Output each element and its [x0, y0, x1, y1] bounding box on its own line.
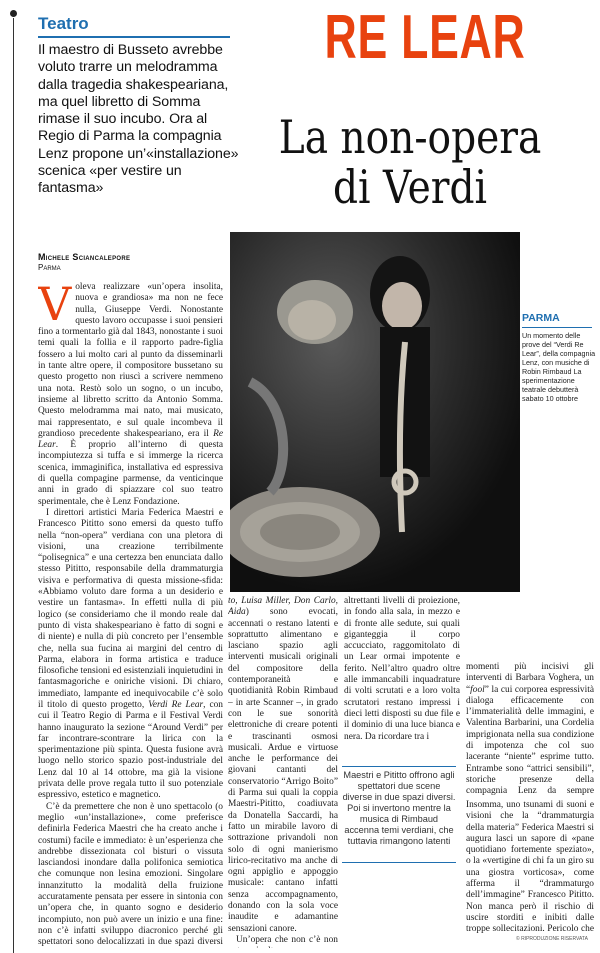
margin-dot — [10, 10, 17, 17]
paragraph-5: ) sono evocati, accennati o restano latenti e soprattutto alimentano e lasciano spazio agli interventi musicali originali del compositore della contemporaneità e quotidianità Robin Rimbaud – in arte Scanner –, in grado con le sue sonorità elettroniche di creare potenti e trascinanti osmosi musicali. Ardue e virtuose anche le performance dei giovani cantanti del conservatorio “Arrigo Boito” di Parma sui quali la coppia Maestri-Pititto, coadiuvata da Donatella Saccardi, ha fatto un mirabile lavoro di sottrazione privandoli non solo di ogni manierismo lirico-recitativo ma anche di ogni appiglio e appoggio musicale: cantano infatti senza accompagnamento, donando con la sola voce inaudite e adamantine sensazioni canore. — [228, 607, 338, 934]
paragraph-1: oleva realizzare «un’opera insolita, nuova e grandiosa» ma non ne fece nulla, Giuseppe Verdi. Nonostante questo lavoro occupasse i suoi pensieri fino a tormentarlo già dal 1843, nonostante i suoi temi quali la follia e il rapporto padre-figlia fossero a lui molto cari al punto da disseminarli in tante altre opere, il compositore bussetano su questo progetto non riuscì a scrivere nemmeno una nota. Restò solo un sogno, o un incubo, insieme al libretto scritto da Antonio Somma. Questo melodramma mai nato, mai musicato, mai rappresentato, e sul quale incombeva il grandioso precedente shakespeariano, era il — [38, 282, 223, 439]
section-label: Teatro — [38, 14, 89, 33]
paragraph-2-italic: Verdi Re Lear — [148, 699, 204, 710]
pullquote-rule-top — [342, 766, 456, 767]
caption-heading: PARMA — [522, 312, 560, 324]
article-column-5 — [466, 800, 594, 934]
red-headline: RE LEAR — [324, 3, 526, 72]
pull-quote: Maestri e Pititto offrono agli spettatori due scene diverse in due spazi diversi. Poi si invertono mentre la musica di Rimbaud accenna temi verdiani, che tuttavia rimangono latenti — [342, 770, 456, 846]
paragraph-6: Un’opera che non c’è non — [236, 934, 338, 945]
article-column-3 — [344, 596, 460, 764]
paragraph-8-italic: fool — [470, 684, 485, 695]
section-divider — [38, 36, 230, 38]
paragraph-8-tail: ” la cui corporea espressività dialoga efficacemente con l’immaterialità delle immagini, e Valentina Barbarini, una Cordelia imprigionata nella sua condizione di impotenza che col suo lacerante “niente” esprime tutto. Entrambe sono “attrici sensibili”, storiche presenze della compagnia Lenz da sempre — [466, 684, 594, 797]
byline-city: Parma — [38, 263, 61, 272]
paragraph-2-tail: , con cui il Teatro Regio di Parma e il Festival Verdi hanno inaugurato la sezione “Around Verdi” per far incontrare-scontrare la lirica con la sperimentazione più spinta. Questa fusione avrà luogo nello storico spazio post-industriale del Lenz dal 10 al 14 ottobre, ma già la visione privata delle prove regala tutto il suo potenziale espressivo, estetico e magnetico. — [38, 699, 223, 801]
paragraph-7: altrettanti livelli di proiezione, in fondo alla sala, in mezzo e di fronte alle sedute, sui quali giganteggia il corpo accucciato, raggomitolato di un Lear ormai impotente e ferito. Nell’altro quadro oltre alle immancabili inquadrature di volti scrutati e a loro volta scrutatori restano impressi i dieci letti disposti su due file e il dominio di una luce bianca e nera. Da ricordare tra i — [344, 596, 460, 742]
pullquote-rule-bottom — [342, 862, 456, 863]
drop-cap: V — [38, 282, 72, 331]
paragraph-1-italic: Re Lear — [38, 428, 223, 451]
paragraph-8: momenti più incisivi gli interventi di Barbara Voghera, un “ — [466, 662, 594, 695]
main-headline: La non-opera di Verdi — [278, 110, 542, 214]
article-column-1 — [38, 282, 223, 947]
paragraph-3: C’è da premettere che non è uno spettacolo (o meglio «un’installazione», come preferisce definirla Federica Maestri che ha creato anche i costumi) facile e immediato: è un’esperienza che andrebbe dissezionata col bisturi o vissuta lasciandosi inondare dalla polifonica semiotica che comunque non lesina emozioni. Singolare innanzitutto la modalità della fruizione accuratamente pensata per essere in sintonia con un’opera che, in quanto sogno e desiderio incompiuto, non può avere un inizio e una fine: non c’è infatti sviluppo diacronico perché gli spettatori sono delocalizzati in due spazi diversi — [38, 801, 223, 947]
caption-divider — [522, 327, 592, 328]
paragraph-1-tail: . È proprio all’interno di questa incompiutezza si tuffa e si immerge la ricerca scenica, immaginifica, installativa ed espressiva di quella compagine parmense, da venticinque anni in grado di spiazzare col suo teatro sperimentale, che è Lenz Fondazione. — [38, 440, 223, 507]
article-column-2 — [228, 596, 338, 948]
margin-rule — [13, 18, 14, 953]
paragraph-2: I direttori artistici Maria Federica Maestri e Francesco Pititto sono emersi da questo tuffo nella “non-opera” verdiana con una pletora di visioni, una creazione terribilmente “polisegnica” e una certezza ben enunciata dallo stesso Pititto, responsabile della drammaturgia visiva e performativa di questa missione-sfida: «Abbiamo voluto dare forma a un desiderio e vestire un fantasma». In effetti nulla di più logico (se consideriamo che il mondo reale dal punto di vista shakespeariano è fatto di sogni e di niente) e nulla di più concreto per l’ensemble che, nella sua fucina ai margini del centro di Parma, elabora in forma artistica e traduce filosofiche tensioni ed esistenziali inquietudini in fantasmagoriche e oniriche visioni. Di chiaro, immediato, lampante ed inequivocabile c’è solo il titolo di questo progetto, — [38, 507, 223, 710]
byline-author: Michele Sciancalepore — [38, 252, 131, 262]
copyright-notice: © RIPRODUZIONE RISERVATA — [516, 936, 588, 942]
photo-caption: Un momento delle prove del “Verdi Re Lear”, della compagnia Lenz, con musiche di Robin Rimbaud La sperimentazione teatrale debutterà sabato 10 ottobre — [522, 331, 596, 403]
article-photo — [230, 232, 520, 592]
paragraph-5-italic: to, Luisa Miller, Don Carlo, Aida — [228, 596, 338, 618]
article-kicker: Il maestro di Busseto avrebbe voluto trarre un melodramma dalla tragedia shakespeariana, ma quel libretto di Somma rimase il suo incubo. Ora al Regio di Parma la compagnia Lenz propone un’«installazione» scenica «per vestire un fantasma» — [38, 42, 239, 197]
stage-photo-illustration — [230, 232, 520, 592]
paragraph-9: Insomma, uno tsunami di suoni e visioni che la “drammaturgia della materia” Federica Maestri si augura lasci un sapore di «pane quotidiano fortemente speziato», o la «vertigine di chi fa un giro su una giostra vorticosa», come afferma il “drammaturgo dell’immagine” Francesco Pititto. Non manca però il rischio di uscire storditi e inibiti dalle troppe sollecitazioni. Pericolo che — [466, 800, 594, 934]
article-column-4 — [466, 662, 594, 798]
